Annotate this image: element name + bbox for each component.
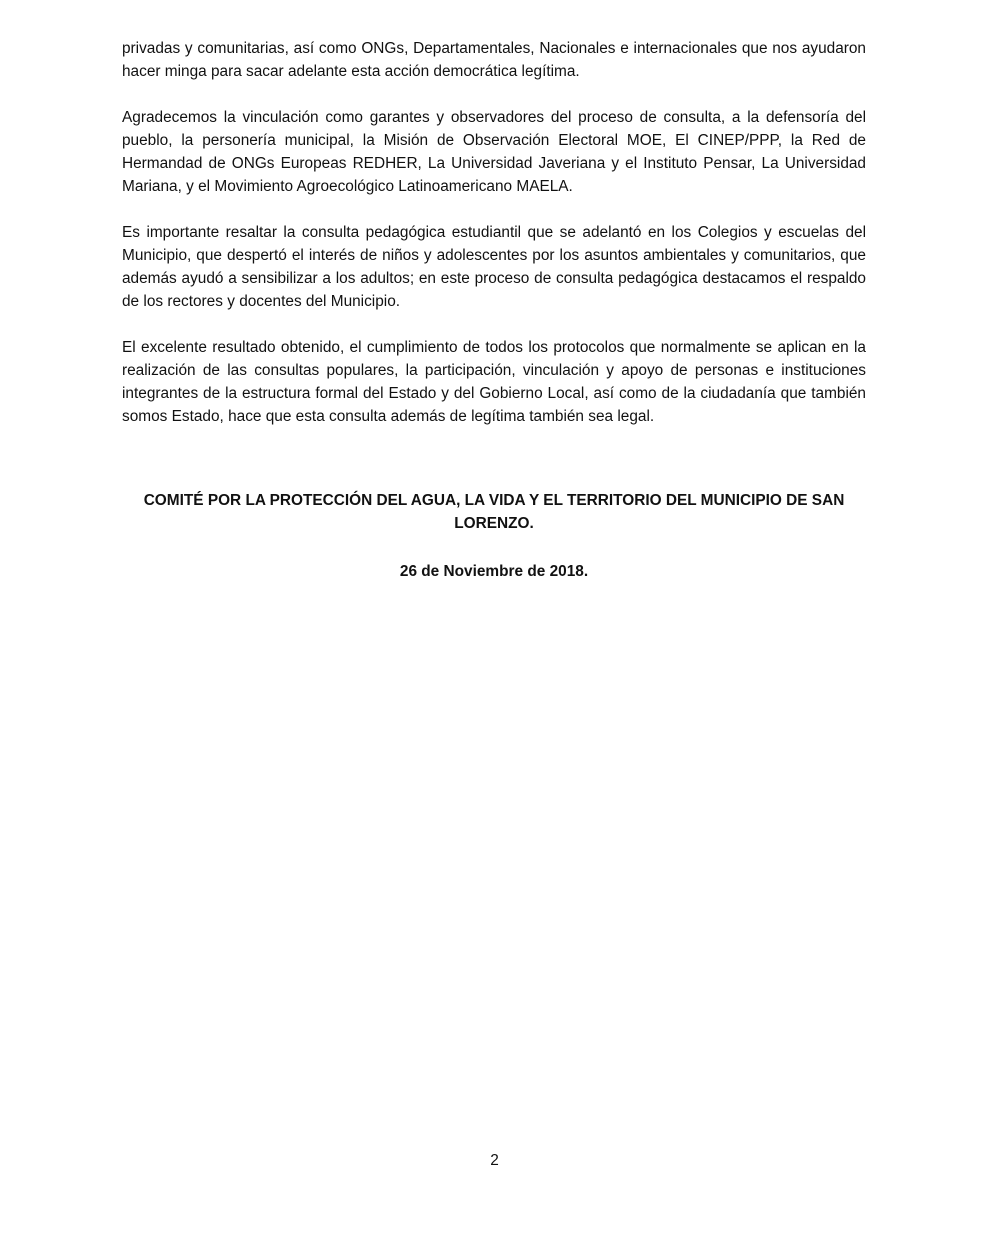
committee-signature: COMITÉ POR LA PROTECCIÓN DEL AGUA, LA VIDA Y EL TERRITORIO DEL MUNICIPIO DE SAN LORENZO. (143, 492, 845, 532)
document-body (122, 37, 866, 451)
document-date: 26 de Noviembre de 2018. (399, 563, 589, 580)
paragraph-2: Agradecemos la vinculación como garantes y observadores del proceso de consulta, a la defensoría del pueblo, la personería municipal, la Misión de Observación Electoral MOE, El CINEP/PPP, la Red de Hermandad de ONGs Europeas REDHER, La Universidad Javeriana y el Instituto Pensar, La Universidad Mariana, y el Movimiento Agroecológico Latinoamericano MAELA. (122, 109, 866, 195)
paragraph-4: El excelente resultado obtenido, el cumplimiento de todos los protocolos que normalmente se aplican en la realización de las consultas populares, la participación, vinculación y apoyo de personas e instituciones integrantes de la estructura formal del Estado y del Gobierno Local, así como de la ciudadanía que también somos Estado, hace que esta consulta además de legítima también sea legal. (122, 339, 866, 425)
paragraph-3: Es importante resaltar la consulta pedagógica estudiantil que se adelantó en los Colegios y escuelas del Municipio, que despertó el interés de niños y adolescentes por los asuntos ambientales y comunitarios, que además ayudó a sensibilizar a los adultos; en este proceso de consulta pedagógica destacamos el respaldo de los rectores y docentes del Municipio. (122, 224, 866, 310)
page-number: 2 (490, 1152, 499, 1169)
paragraph-1: privadas y comunitarias, así como ONGs, Departamentales, Nacionales e internacionales que nos ayudaron hacer minga para sacar adelante esta acción democrática legítima. (122, 40, 866, 80)
